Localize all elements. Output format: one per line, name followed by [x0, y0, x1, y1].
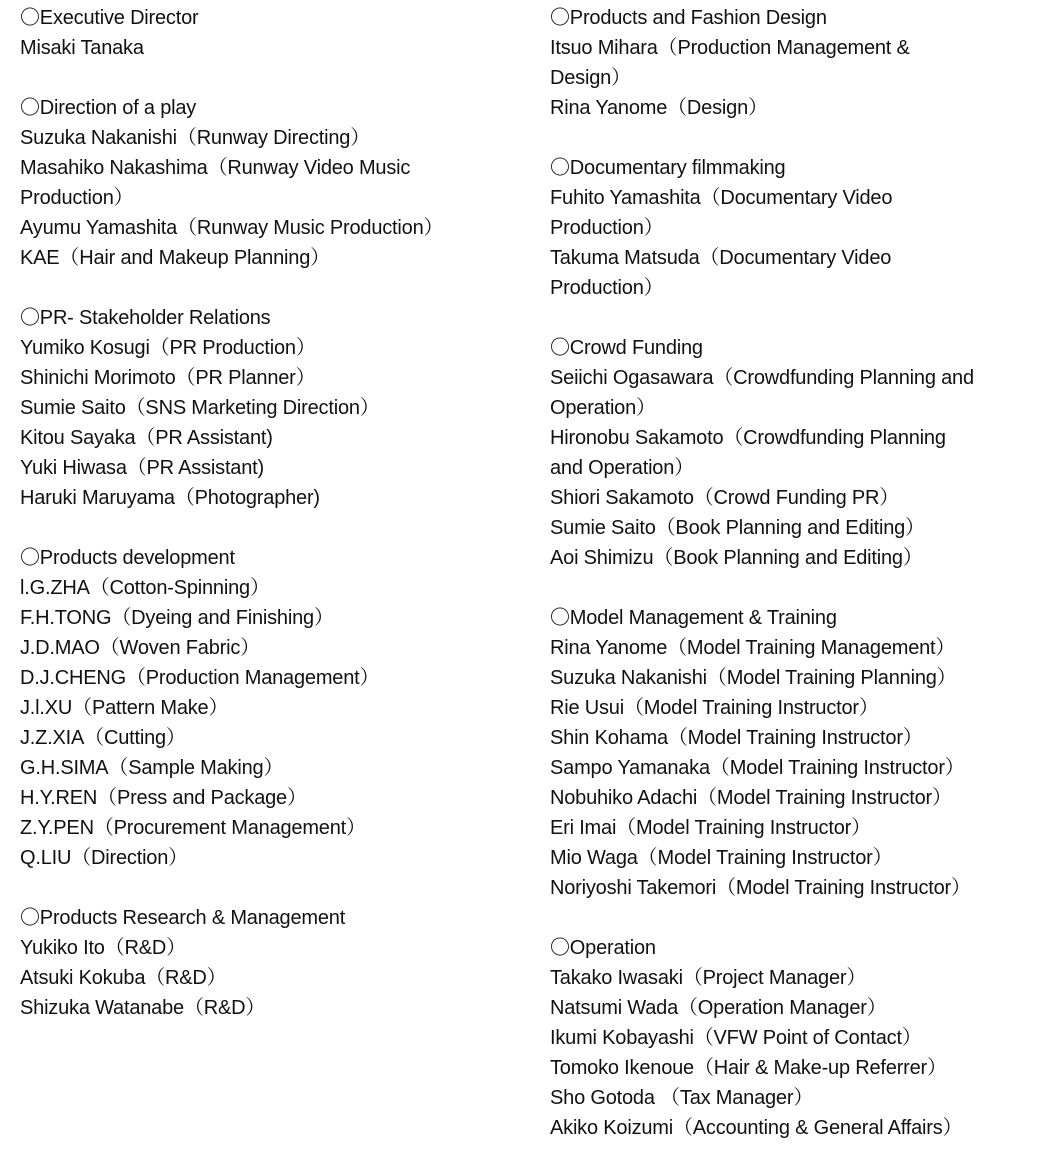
member-line: Q.LIU（Direction）	[20, 847, 188, 869]
section-heading: 〇Crowd Funding	[550, 337, 703, 359]
member-line: Z.Y.PEN（Procurement Management）	[20, 817, 366, 839]
member-line: Operation）	[550, 397, 656, 419]
member-line: Noriyoshi Takemori（Model Training Instructor）	[550, 877, 971, 899]
member-line: Natsumi Wada（Operation Manager）	[550, 997, 887, 1019]
member-line: Rina Yanome（Design）	[550, 97, 768, 119]
member-line: Takuma Matsuda（Documentary Video	[550, 247, 892, 269]
team-section	[20, 303, 540, 513]
member-line: Ikumi Kobayashi（VFW Point of Contact）	[550, 1027, 922, 1049]
member-line: Masahiko Nakashima（Runway Video Music	[20, 157, 411, 179]
member-line: Sumie Saito（SNS Marketing Direction）	[20, 397, 380, 419]
member-line: Shizuka Watanabe（R&D）	[20, 997, 266, 1019]
member-line: Haruki Maruyama（Photographer)	[20, 487, 320, 509]
member-line: Ayumu Yamashita（Runway Music Production）	[20, 217, 444, 239]
member-line: G.H.SIMA（Sample Making）	[20, 757, 284, 779]
member-line: Tomoko Ikenoue（Hair & Make-up Referrer）	[550, 1057, 947, 1079]
member-line: Production）	[550, 277, 664, 299]
left-column	[20, 3, 540, 1053]
member-line: D.J.CHENG（Production Management）	[20, 667, 380, 689]
member-line: Kitou Sayaka（PR Assistant)	[20, 427, 273, 449]
member-line: Yumiko Kosugi（PR Production）	[20, 337, 316, 359]
member-line: Shinichi Morimoto（PR Planner）	[20, 367, 316, 389]
member-line: Suzuka Nakanishi（Model Training Planning）	[550, 667, 957, 689]
team-section	[550, 933, 1050, 1143]
member-line: Fuhito Yamashita（Documentary Video	[550, 187, 893, 209]
member-line: Sho Gotoda （Tax Manager）	[550, 1087, 814, 1109]
member-line: Shiori Sakamoto（Crowd Funding PR）	[550, 487, 900, 509]
team-section	[20, 3, 540, 63]
team-section	[550, 333, 1050, 573]
member-line: Sumie Saito（Book Planning and Editing）	[550, 517, 925, 539]
member-line: Production）	[550, 217, 664, 239]
member-line: Itsuo Mihara（Production Management &	[550, 37, 910, 59]
section-heading: 〇Executive Director	[20, 7, 199, 29]
section-heading: 〇Direction of a play	[20, 97, 197, 119]
member-line: Yukiko Ito（R&D）	[20, 937, 186, 959]
member-line: Misaki Tanaka	[20, 37, 144, 59]
right-column	[550, 3, 1050, 1173]
section-heading: 〇Products Research & Management	[20, 907, 346, 929]
section-heading: 〇Model Management & Training	[550, 607, 837, 629]
section-heading: 〇Documentary filmmaking	[550, 157, 786, 179]
member-line: Design）	[550, 67, 631, 89]
section-heading: 〇Products development	[20, 547, 235, 569]
member-line: J.D.MAO（Woven Fabric）	[20, 637, 260, 659]
member-line: Takako Iwasaki（Project Manager）	[550, 967, 867, 989]
member-line: Rina Yanome（Model Training Management）	[550, 637, 956, 659]
team-section	[20, 93, 540, 273]
member-line: Atsuki Kokuba（R&D）	[20, 967, 227, 989]
section-heading: 〇Products and Fashion Design	[550, 7, 827, 29]
member-line: F.H.TONG（Dyeing and Finishing）	[20, 607, 334, 629]
member-line: Mio Waga（Model Training Instructor）	[550, 847, 893, 869]
member-line: l.G.ZHA（Cotton-Spinning）	[20, 577, 270, 599]
member-line: Suzuka Nakanishi（Runway Directing）	[20, 127, 371, 149]
team-section	[550, 153, 1050, 303]
team-section	[550, 603, 1050, 903]
member-line: J.Z.XIA（Cutting）	[20, 727, 186, 749]
member-line: Hironobu Sakamoto（Crowdfunding Planning	[550, 427, 946, 449]
member-line: and Operation）	[550, 457, 694, 479]
section-heading: 〇PR- Stakeholder Relations	[20, 307, 271, 329]
team-section	[550, 3, 1050, 123]
member-line: Eri Imai（Model Training Instructor）	[550, 817, 871, 839]
team-section	[20, 543, 540, 873]
member-line: KAE（Hair and Makeup Planning）	[20, 247, 330, 269]
member-line: Shin Kohama（Model Training Instructor）	[550, 727, 923, 749]
team-section	[20, 903, 540, 1023]
member-line: Akiko Koizumi（Accounting & General Affairs）	[550, 1117, 963, 1139]
member-line: Production）	[20, 187, 134, 209]
member-line: J.l.XU（Pattern Make）	[20, 697, 229, 719]
member-line: Sampo Yamanaka（Model Training Instructor）	[550, 757, 965, 779]
member-line: Nobuhiko Adachi（Model Training Instructor）	[550, 787, 952, 809]
member-line: Rie Usui（Model Training Instructor）	[550, 697, 879, 719]
member-line: Aoi Shimizu（Book Planning and Editing）	[550, 547, 923, 569]
member-line: Yuki Hiwasa（PR Assistant)	[20, 457, 264, 479]
section-heading: 〇Operation	[550, 937, 656, 959]
member-line: Seiichi Ogasawara（Crowdfunding Planning and	[550, 367, 974, 389]
member-line: H.Y.REN（Press and Package）	[20, 787, 307, 809]
